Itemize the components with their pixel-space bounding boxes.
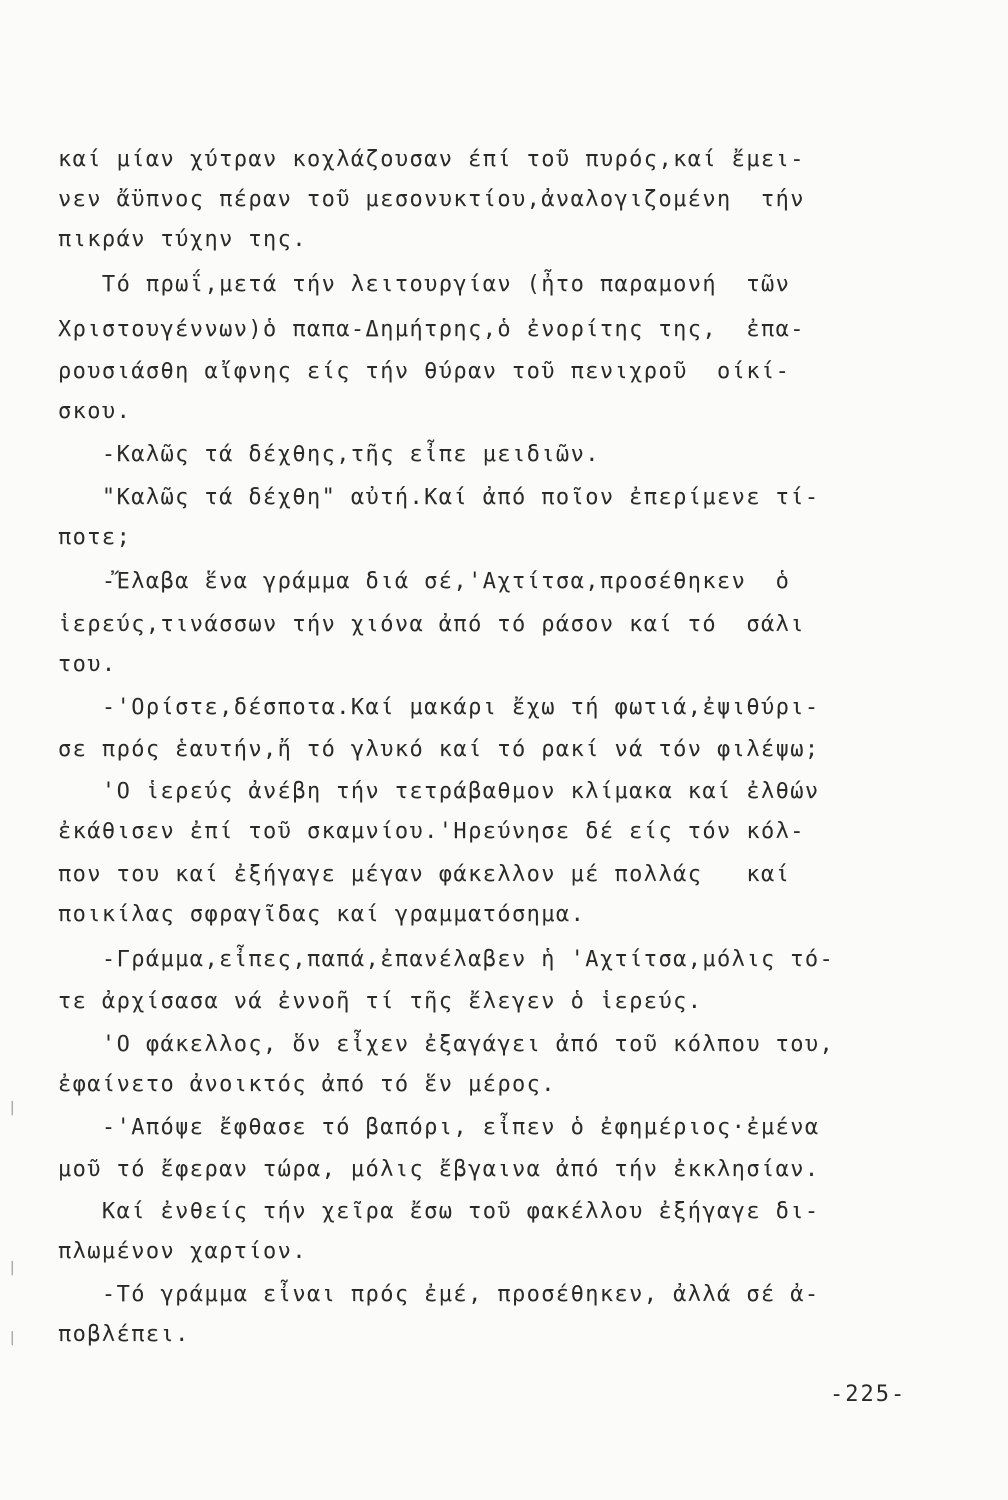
text-line: μοῦ τό ἔφεραν τώρα, μόλις ἔβγαινα ἀπό τήν ἐκκλησίαν. (58, 1157, 820, 1182)
text-line: 'Ο φάκελλος, ὅν εἶχεν ἐξαγάγει ἀπό τοῦ κόλπου του, (58, 1032, 835, 1057)
text-line: Χριστουγέννων)ὁ παπα-Δημήτρης,ὁ ἐνορίτης της, ἐπα- (58, 317, 805, 342)
text-line: ἐφαίνετο ἀνοικτός ἀπό τό ἕν μέρος. (58, 1072, 556, 1097)
text-line: του. (58, 652, 117, 677)
text-line: σκου. (58, 399, 132, 424)
text-line: σε πρός ἑαυτήν,ἤ τό γλυκό καί τό ρακί νά τόν φιλέψω; (58, 737, 820, 762)
text-line: -Καλῶς τά δέχθης,τῆς εἶπε μειδιῶν. (58, 442, 600, 467)
text-line: πλωμένον χαρτίον. (58, 1239, 307, 1264)
text-line: ποτε; (58, 525, 132, 550)
text-line: -Ἔλαβα ἕνα γράμμα διά σέ,'Αχτίτσα,προσέθηκεν ὁ (58, 569, 791, 594)
text-line: ρουσιάσθη αἴφνης είς τήν θύραν τοῦ πενιχροῦ οίκί- (58, 359, 791, 384)
text-line: πoβλέπει. (58, 1322, 190, 1347)
margin-mark: | (8, 1330, 17, 1346)
text-line: Τό πρωΐ,μετά τήν λειτουργίαν (ἦτο παραμονή τῶν (58, 272, 791, 297)
text-line: -'Ορίστε,δέσποτα.Καί μακάρι ἔχω τή φωτιά,ἐψιθύρι- (58, 695, 820, 720)
text-line: -'Απόψε ἔφθασε τό βαπόρι, εἶπεν ὁ ἐφημέριος·ἐμένα (58, 1115, 820, 1140)
page-number: -225- (830, 1382, 907, 1407)
text-line: πικράν τύχην της. (58, 227, 307, 252)
text-line: -Γράμμα,εἶπες,παπά,ἐπανέλαβεν ἡ 'Αχτίτσα,μόλις τό- (58, 947, 835, 972)
text-line: ἱερεύς,τινάσσων τήν χιόνα ἀπό τό ράσον καί τό σάλι (58, 612, 805, 637)
text-line: ἐκάθισεν ἐπί τοῦ σκαμνίου.'Ηρεύνησε δέ είς τόν κόλ- (58, 819, 805, 844)
text-line: 'Ο ἱερεύς ἀνέβη τήν τετράβαθμον κλίμακα καί ἐλθών (58, 779, 820, 804)
text-line: -Τό γράμμα εἶναι πρός ἐμέ, προσέθηκεν, ἀλλά σέ ἀ- (58, 1282, 820, 1307)
margin-mark: | (8, 1260, 17, 1276)
text-line: πον του καί ἐξήγαγε μέγαν φάκελλον μέ πολλάς καί (58, 862, 791, 887)
text-line: ποικίλας σφραγῖδας καί γραμματόσημα. (58, 902, 586, 927)
text-line: "Καλῶς τά δέχθη" αὐτή.Καί ἀπό ποῖον ἐπερίμενε τί- (58, 485, 820, 510)
text-line: καί μίαν χύτραν κοχλάζουσαν έπί τοῦ πυρός,καί ἔμει- (58, 147, 805, 172)
text-line: νεν ἄϋπνος πέραν τοῦ μεσονυκτίου,ἀναλογιζομένη τήν (58, 187, 805, 212)
text-line: τε ἀρχίσασα νά ἐννοῆ τί τῆς ἔλεγεν ὁ ἱερεύς. (58, 989, 703, 1014)
text-line: Καί ἐνθείς τήν χεῖρα ἔσω τοῦ φακέλλου ἐξήγαγε δι- (58, 1199, 820, 1224)
margin-mark: | (8, 1100, 17, 1116)
